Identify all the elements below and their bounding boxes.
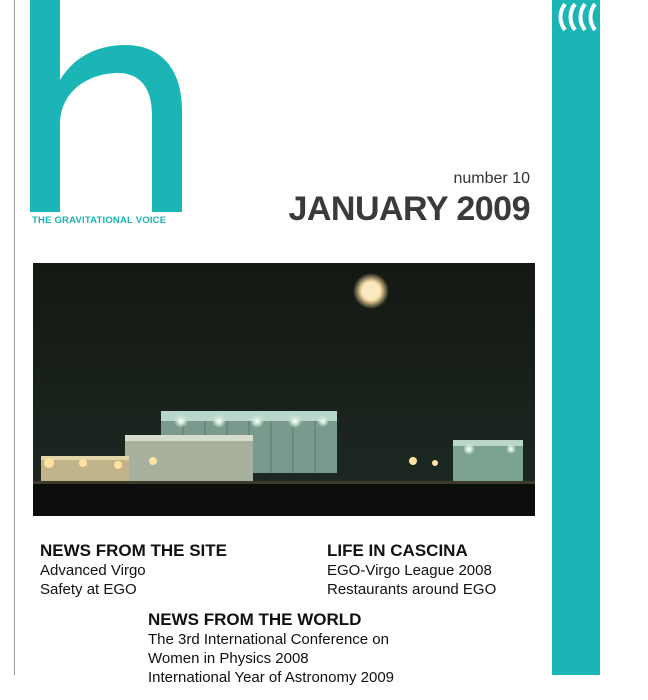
sidebar-band: [552, 0, 600, 675]
tagline: THE GRAVITATIONAL VOICE: [32, 215, 167, 226]
article-link[interactable]: Safety at EGO: [40, 581, 137, 598]
cover-photo: [33, 263, 535, 516]
section-life-in-cascina: [327, 541, 496, 599]
section-heading: LIFE IN CASCINA: [327, 541, 468, 560]
article-link[interactable]: Women in Physics 2008: [148, 650, 309, 667]
article-link[interactable]: International Year of Astronomy 2009: [148, 669, 395, 686]
left-margin-rule: [14, 0, 15, 675]
issue-date: JANUARY 2009: [288, 190, 530, 228]
article-link[interactable]: Restaurants around EGO: [327, 581, 497, 598]
section-heading: NEWS FROM THE WORLD: [148, 610, 362, 629]
waves-icon: [555, 0, 599, 34]
article-link[interactable]: EGO-Virgo League 2008: [327, 562, 492, 579]
article-link[interactable]: The 3rd International Conference on: [148, 631, 389, 648]
section-news-from-world: [148, 610, 394, 687]
h-logo: [30, 0, 182, 212]
issue-number: number 10: [453, 170, 530, 187]
section-news-from-site: [40, 541, 227, 599]
sidebar-text: News from EGO and VIRGO: [607, 304, 640, 700]
article-link[interactable]: Advanced Virgo: [40, 562, 146, 579]
section-heading: NEWS FROM THE SITE: [40, 541, 227, 560]
